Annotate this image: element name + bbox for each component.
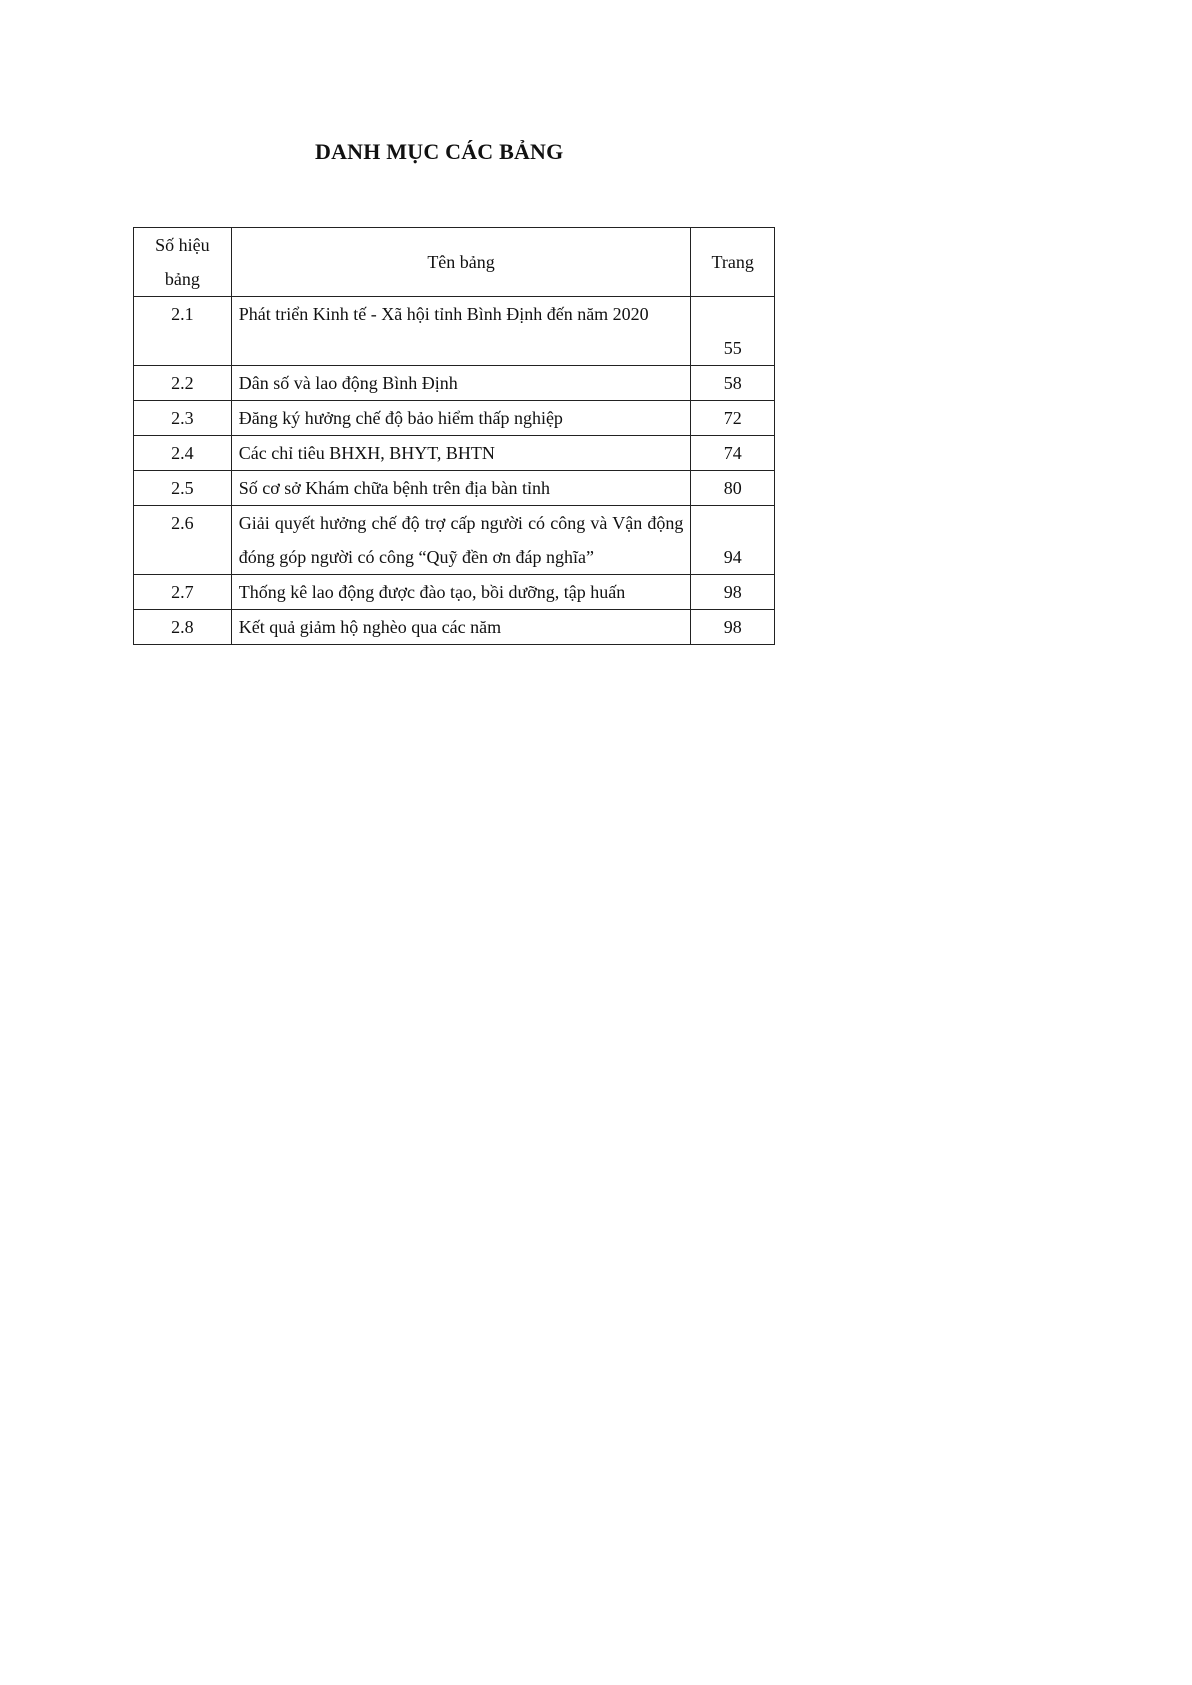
row-number <box>134 575 232 610</box>
row-page <box>691 575 775 610</box>
table-row <box>134 297 775 366</box>
header-number-label: Số hiệu bảng <box>155 235 210 289</box>
table-row <box>134 610 775 645</box>
row-name-text: Số cơ sở Khám chữa bệnh trên địa bàn tỉnh <box>238 478 550 498</box>
table-row <box>134 506 775 575</box>
row-page-text: 72 <box>723 408 742 428</box>
row-name-text: Dân số và lao động Bình Định <box>238 373 458 393</box>
row-name-text: Phát triển Kinh tế - Xã hội tỉnh Bình Định đến năm 2020 <box>238 304 649 324</box>
row-page-text: 55 <box>723 338 742 358</box>
row-page <box>691 436 775 471</box>
row-number <box>134 297 232 366</box>
row-number-text: 2.6 <box>171 513 194 533</box>
header-name <box>231 228 691 297</box>
row-number-text: 2.1 <box>171 304 194 324</box>
row-page <box>691 610 775 645</box>
table-row <box>134 575 775 610</box>
row-name <box>231 297 691 366</box>
table-row <box>134 436 775 471</box>
row-name <box>231 575 691 610</box>
header-page <box>691 228 775 297</box>
table-row <box>134 366 775 401</box>
header-page-label: Trang <box>711 251 754 272</box>
row-name-text: Giải quyết hưởng chế độ trợ cấp người có công và Vận động đóng góp người có công “Quỹ đền ơn đáp nghĩa” <box>238 513 684 567</box>
row-number-text: 2.8 <box>171 617 194 637</box>
row-page-text: 98 <box>723 582 742 602</box>
page-title: DANH MỤC CÁC BẢNG <box>315 139 564 164</box>
row-number <box>134 436 232 471</box>
row-number <box>134 366 232 401</box>
row-number-text: 2.4 <box>171 443 194 463</box>
table-row <box>134 471 775 506</box>
table-header-row <box>134 228 775 297</box>
row-name-text: Thống kê lao động được đào tạo, bồi dưỡng, tập huấn <box>238 582 626 602</box>
row-page <box>691 506 775 575</box>
row-name <box>231 610 691 645</box>
row-number-text: 2.5 <box>171 478 194 498</box>
header-name-label: Tên bảng <box>427 251 495 272</box>
row-page-text: 58 <box>723 373 742 393</box>
row-name <box>231 436 691 471</box>
row-page-text: 98 <box>723 617 742 637</box>
row-number <box>134 471 232 506</box>
row-name <box>231 471 691 506</box>
row-number <box>134 401 232 436</box>
header-number <box>134 228 232 297</box>
row-number <box>134 506 232 575</box>
row-page <box>691 401 775 436</box>
row-page <box>691 366 775 401</box>
row-number-text: 2.2 <box>171 373 194 393</box>
row-page <box>691 471 775 506</box>
row-page-text: 74 <box>723 443 742 463</box>
row-number-text: 2.7 <box>171 582 194 602</box>
row-number-text: 2.3 <box>171 408 194 428</box>
row-name <box>231 401 691 436</box>
list-of-tables <box>133 227 775 645</box>
row-name-text: Đăng ký hưởng chế độ bảo hiểm thấp nghiệp <box>238 408 563 428</box>
row-page-text: 80 <box>723 478 742 498</box>
row-name <box>231 366 691 401</box>
row-name-text: Kết quả giảm hộ nghèo qua các năm <box>238 617 502 637</box>
row-name-text: Các chỉ tiêu BHXH, BHYT, BHTN <box>238 443 495 463</box>
row-page <box>691 297 775 366</box>
table-row <box>134 401 775 436</box>
row-page-text: 94 <box>723 547 742 567</box>
row-name <box>231 506 691 575</box>
row-number <box>134 610 232 645</box>
